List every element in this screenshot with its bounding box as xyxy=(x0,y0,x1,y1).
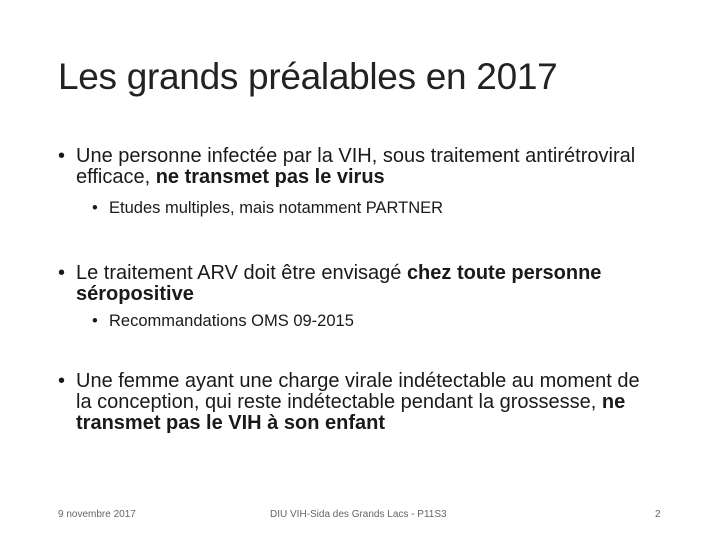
bullet-marker: • xyxy=(58,262,66,284)
bullet-item xyxy=(58,263,642,305)
slide-title: Les grands préalables en 2017 xyxy=(58,56,558,97)
page-number: 2 xyxy=(655,509,661,520)
sub-bullet-marker: • xyxy=(92,199,98,217)
bullet-item xyxy=(58,146,642,188)
bullet-text-bold: chez toute personne séropositive xyxy=(76,262,602,305)
bullet-text xyxy=(76,371,642,434)
bullet-marker: • xyxy=(58,145,66,167)
bullet-text xyxy=(76,263,642,305)
bullet-marker: • xyxy=(58,370,66,392)
bullet-text-bold: ne transmet pas le VIH à son enfant xyxy=(76,391,626,434)
footer-center-text: DIU VIH-Sida des Grands Lacs - P11S3 xyxy=(270,509,447,520)
bullet-text-bold: ne transmet pas le virus xyxy=(155,166,385,188)
sub-bullet-item xyxy=(92,199,443,217)
bullet-text-regular: Le traitement ARV doit être envisagé xyxy=(76,262,407,284)
bullet-item xyxy=(58,371,642,434)
footer-date: 9 novembre 2017 xyxy=(58,509,136,520)
sub-bullet-item xyxy=(92,312,354,330)
sub-bullet-marker: • xyxy=(92,312,98,330)
bullet-text-regular: Une personne infectée par la VIH, sous traitement antirétroviral efficace, xyxy=(76,145,636,188)
sub-bullet-text: Etudes multiples, mais notamment PARTNER xyxy=(109,199,444,217)
bullet-text-regular: Une femme ayant une charge virale indétectable au moment de la conception, qui reste indétectable pendant la grossesse, xyxy=(76,370,640,413)
sub-bullet-text: Recommandations OMS 09-2015 xyxy=(109,312,354,330)
bullet-text xyxy=(76,146,642,188)
